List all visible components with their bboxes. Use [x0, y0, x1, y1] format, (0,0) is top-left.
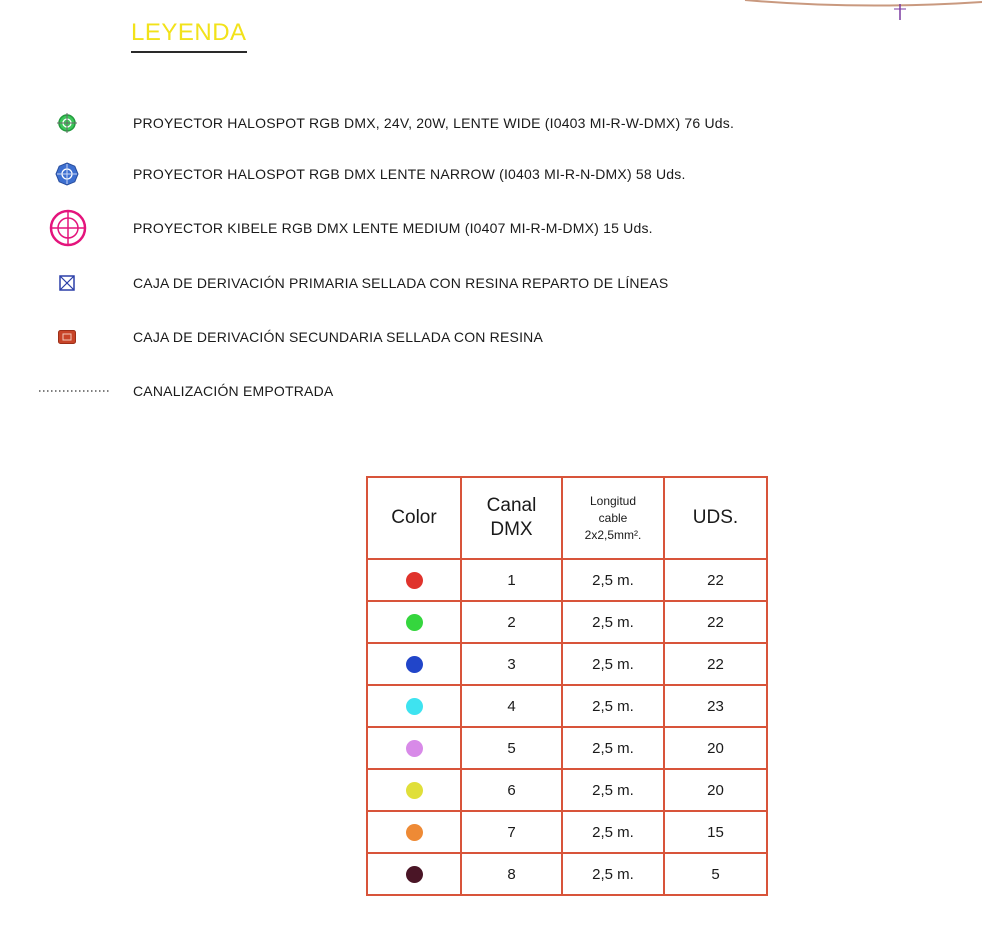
longitud-header-line3: 2x2,5mm². [584, 527, 642, 542]
canal-cell: 8 [461, 853, 562, 895]
color-cell [367, 559, 461, 601]
color-cell [367, 601, 461, 643]
color-swatch [406, 782, 423, 799]
table-row [367, 643, 767, 685]
table-header-row [367, 477, 767, 559]
longitud-header-line2: cable [598, 510, 628, 525]
color-column-header [367, 477, 461, 559]
uds-column-header [664, 477, 767, 559]
canal-cell: 5 [461, 727, 562, 769]
legend-title: LEYENDA [131, 18, 247, 53]
uds-cell: 20 [664, 727, 767, 769]
color-swatch [406, 740, 423, 757]
longitud-cell: 2,5 m. [562, 643, 664, 685]
canal-column-header [461, 477, 562, 559]
table-row [367, 811, 767, 853]
canal-cell: 4 [461, 685, 562, 727]
canal-cell: 7 [461, 811, 562, 853]
color-swatch [406, 698, 423, 715]
color-header-label: Color [391, 507, 437, 528]
legend-item [0, 371, 982, 411]
longitud-header-line1: Longitud [589, 493, 637, 508]
dmx-channel-table [366, 476, 768, 896]
canal-cell: 1 [461, 559, 562, 601]
primary-junction-box-icon [52, 263, 82, 303]
blue-projector-icon [52, 154, 82, 194]
legend-item-text: PROYECTOR KIBELE RGB DMX LENTE MEDIUM (I0407 MI-R-M-DMX) 15 Uds. [133, 220, 653, 236]
color-swatch [406, 866, 423, 883]
color-swatch [406, 656, 423, 673]
color-swatch [406, 824, 423, 841]
uds-cell: 20 [664, 769, 767, 811]
legend-item [0, 154, 982, 194]
table-row [367, 853, 767, 895]
color-cell [367, 643, 461, 685]
color-swatch [406, 572, 423, 589]
longitud-column-header [562, 477, 664, 559]
uds-cell: 23 [664, 685, 767, 727]
legend-item [0, 317, 982, 357]
longitud-cell: 2,5 m. [562, 769, 664, 811]
legend-item [0, 263, 982, 303]
dotted-line-icon [36, 371, 112, 411]
longitud-cell: 2,5 m. [562, 853, 664, 895]
longitud-cell: 2,5 m. [562, 601, 664, 643]
color-cell [367, 811, 461, 853]
secondary-junction-box-icon [52, 317, 82, 357]
legend-item [0, 208, 982, 248]
canal-header-line2: DMX [490, 519, 533, 540]
legend-item-text: CAJA DE DERIVACIÓN SECUNDARIA SELLADA CON RESINA [133, 329, 544, 345]
legend-item-text: CANALIZACIÓN EMPOTRADA [133, 383, 334, 399]
legend-item [0, 103, 982, 143]
color-cell [367, 853, 461, 895]
uds-header-label: UDS. [692, 507, 739, 528]
color-cell [367, 685, 461, 727]
color-swatch [406, 614, 423, 631]
canal-cell: 6 [461, 769, 562, 811]
canal-cell: 2 [461, 601, 562, 643]
green-projector-icon [52, 103, 82, 143]
legend-item-text: CAJA DE DERIVACIÓN PRIMARIA SELLADA CON RESINA REPARTO DE LÍNEAS [133, 275, 669, 291]
longitud-cell: 2,5 m. [562, 559, 664, 601]
table-row [367, 601, 767, 643]
uds-cell: 22 [664, 643, 767, 685]
color-cell [367, 727, 461, 769]
magenta-projector-icon [46, 208, 90, 248]
table-row [367, 769, 767, 811]
longitud-cell: 2,5 m. [562, 727, 664, 769]
canal-cell: 3 [461, 643, 562, 685]
table-row [367, 685, 767, 727]
color-cell [367, 769, 461, 811]
legend-item-text: PROYECTOR HALOSPOT RGB DMX LENTE NARROW (I0403 MI-R-N-DMX) 58 Uds. [133, 166, 686, 182]
uds-cell: 22 [664, 601, 767, 643]
uds-cell: 22 [664, 559, 767, 601]
uds-cell: 5 [664, 853, 767, 895]
table-row [367, 727, 767, 769]
table-row [367, 559, 767, 601]
canal-header-line1: Canal [486, 495, 537, 516]
uds-cell: 15 [664, 811, 767, 853]
longitud-cell: 2,5 m. [562, 685, 664, 727]
longitud-cell: 2,5 m. [562, 811, 664, 853]
legend-item-text: PROYECTOR HALOSPOT RGB DMX, 24V, 20W, LENTE WIDE (I0403 MI-R-W-DMX) 76 Uds. [133, 115, 735, 131]
